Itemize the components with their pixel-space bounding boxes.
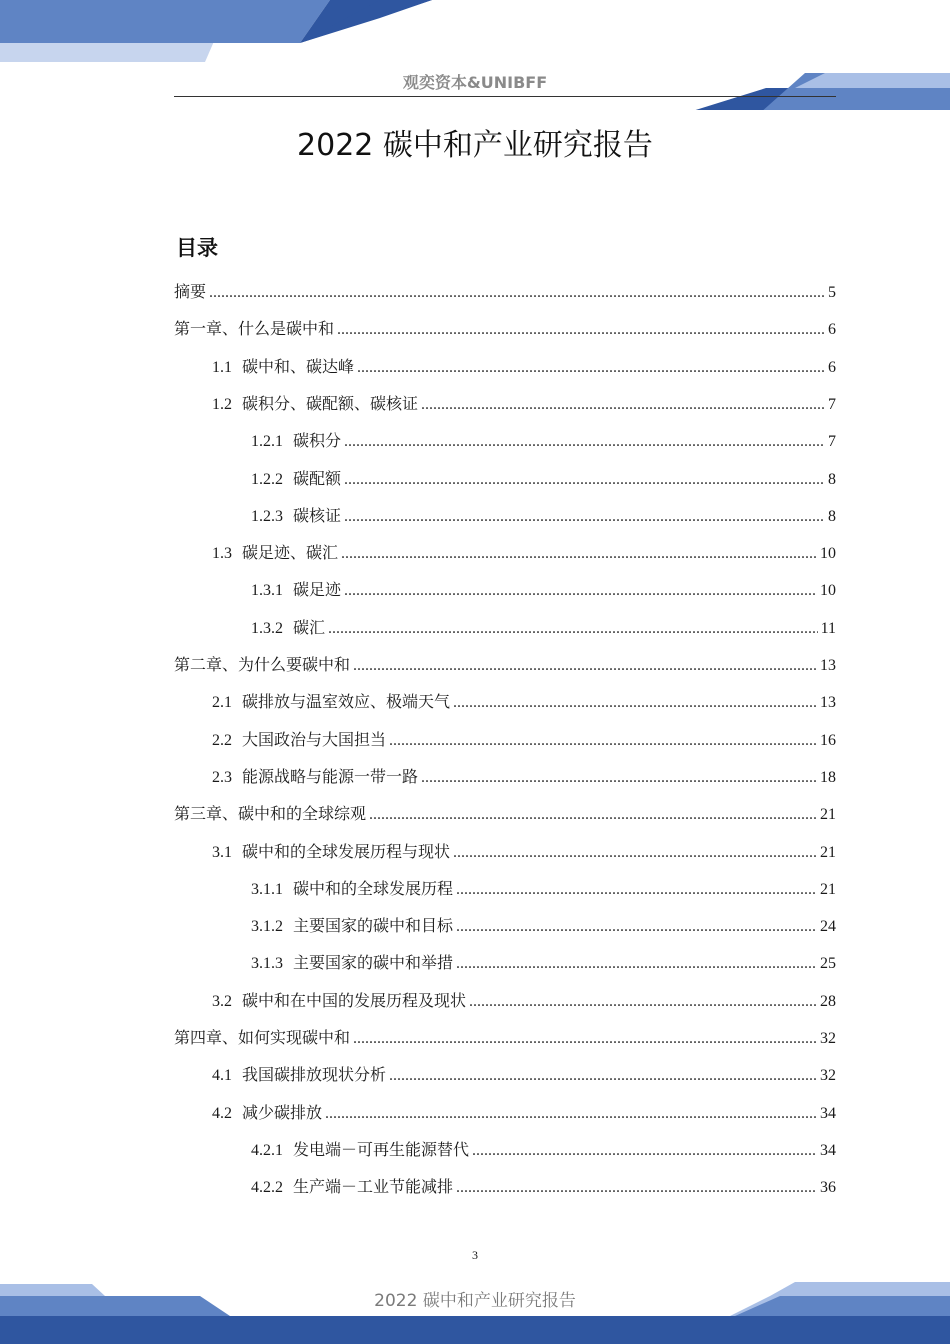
toc-entry-page: 5: [828, 284, 836, 301]
toc-entry[interactable]: [174, 840, 836, 864]
toc-entry-title: 碳积分、碳配额、碳核证: [242, 394, 419, 413]
toc-dot-leader: [369, 803, 817, 827]
toc-dot-leader: [353, 1027, 817, 1051]
footer-title: 2022 碳中和产业研究报告: [374, 1291, 576, 1311]
toc-entry[interactable]: [174, 578, 836, 602]
toc-entry-title: 碳配额: [293, 469, 342, 488]
toc-entry-page: 32: [820, 1030, 836, 1047]
toc-entry-number: 4.2.2: [251, 1179, 283, 1196]
toc-entry-number: 4.2.1: [251, 1142, 283, 1159]
toc-entry-page: 34: [820, 1142, 836, 1159]
toc-entry-number: 1.3.2: [251, 620, 283, 637]
toc-entry-number: 3.1: [212, 844, 232, 861]
toc-dot-leader: [456, 878, 817, 902]
toc-entry[interactable]: [174, 1026, 836, 1050]
toc-dot-leader: [389, 1064, 817, 1088]
toc-entry-page: 32: [820, 1067, 836, 1084]
toc-entry[interactable]: [174, 653, 836, 677]
toc-entry-page: 8: [828, 508, 836, 525]
toc-entry-page: 21: [820, 806, 836, 823]
toc-entry-number: 4.2: [212, 1105, 232, 1122]
toc-entry[interactable]: [174, 504, 836, 528]
toc-dot-leader: [456, 952, 817, 976]
toc-entry-page: 7: [828, 433, 836, 450]
toc-entry-title: 碳足迹、碳汇: [242, 543, 339, 562]
toc-entry[interactable]: [174, 355, 836, 379]
toc-entry-page: 28: [820, 993, 836, 1010]
toc-entry-title: 碳中和的全球发展历程: [293, 879, 454, 898]
toc-entry-title: 我国碳排放现状分析: [242, 1065, 387, 1084]
toc-entry[interactable]: [174, 429, 836, 453]
header-banner-left: [0, 0, 950, 110]
toc-entry-page: 13: [820, 694, 836, 711]
toc-entry-number: 4.1: [212, 1067, 232, 1084]
toc-dot-leader: [421, 766, 817, 790]
toc-dot-leader: [453, 691, 817, 715]
toc-entry[interactable]: [174, 1175, 836, 1199]
toc-entry-page: 21: [820, 844, 836, 861]
toc-entry-title: 碳中和在中国的发展历程及现状: [242, 991, 467, 1010]
toc-dot-leader: [344, 430, 825, 454]
toc-dot-leader: [472, 1139, 817, 1163]
toc-entry-title: 大国政治与大国担当: [242, 730, 387, 749]
toc-entry-number: 1.2: [212, 396, 232, 413]
toc-entry-number: 1.2.3: [251, 508, 283, 525]
toc-entry[interactable]: [174, 467, 836, 491]
toc-entry-number: 3.1.2: [251, 918, 283, 935]
toc-entry-title: 第二章、为什么要碳中和: [174, 655, 351, 674]
toc-entry[interactable]: [174, 951, 836, 975]
toc-dot-leader: [469, 990, 817, 1014]
toc-entry-number: 1.3: [212, 545, 232, 562]
toc-dot-leader: [389, 729, 817, 753]
toc-entry-title: 第三章、碳中和的全球综观: [174, 804, 367, 823]
toc-dot-leader: [325, 1102, 817, 1126]
toc-dot-leader: [453, 841, 817, 865]
toc-entry-number: 3.1.1: [251, 881, 283, 898]
toc-dot-leader: [357, 356, 825, 380]
header-org: 观奕资本&UNIBFF: [402, 73, 548, 92]
toc-heading: 目录: [176, 236, 218, 260]
toc-entry-title: 碳中和、碳达峰: [242, 357, 355, 376]
toc-entry-number: 2.3: [212, 769, 232, 786]
toc-entry-page: 16: [820, 732, 836, 749]
toc-entry-page: 13: [820, 657, 836, 674]
toc-entry[interactable]: [174, 802, 836, 826]
toc-entry[interactable]: [174, 1101, 836, 1125]
toc-entry-page: 6: [828, 321, 836, 338]
toc-dot-leader: [337, 318, 825, 342]
toc-entry[interactable]: [174, 392, 836, 416]
toc-entry-title: 能源战略与能源一带一路: [242, 767, 419, 786]
toc-entry-page: 11: [820, 620, 836, 637]
toc-dot-leader: [344, 579, 817, 603]
toc-dot-leader: [209, 281, 825, 305]
toc-entry[interactable]: [174, 616, 836, 640]
toc-entry-number: 2.2: [212, 732, 232, 749]
toc-entry-page: 6: [828, 359, 836, 376]
toc-entry-page: 34: [820, 1105, 836, 1122]
toc-entry-title: 发电端－可再生能源替代: [293, 1140, 470, 1159]
toc-entry-number: 3.2: [212, 993, 232, 1010]
toc-dot-leader: [344, 505, 825, 529]
toc-entry-number: 3.1.3: [251, 955, 283, 972]
toc-entry[interactable]: [174, 989, 836, 1013]
toc-entry[interactable]: [174, 541, 836, 565]
toc-entry-number: 1.2.2: [251, 471, 283, 488]
toc-entry-title: 主要国家的碳中和目标: [293, 916, 454, 935]
toc-entry[interactable]: [174, 280, 836, 304]
document-title: 2022 碳中和产业研究报告: [297, 128, 653, 163]
toc-entry-title: 碳核证: [293, 506, 342, 525]
toc-entry-number: 1.1: [212, 359, 232, 376]
toc-entry-page: 36: [820, 1179, 836, 1196]
toc-entry-page: 21: [820, 881, 836, 898]
toc-entry-title: 碳排放与温室效应、极端天气: [242, 692, 451, 711]
toc-dot-leader: [328, 617, 818, 641]
toc-entry-title: 第一章、什么是碳中和: [174, 319, 335, 338]
toc-entry-page: 7: [828, 396, 836, 413]
toc-entry-title: 碳足迹: [293, 580, 342, 599]
toc-entry-number: 2.1: [212, 694, 232, 711]
toc-dot-leader: [344, 468, 825, 492]
toc-dot-leader: [456, 1176, 817, 1200]
toc-entry-title: 碳汇: [293, 618, 326, 637]
toc-entry-page: 10: [820, 582, 836, 599]
toc-entry-title: 摘要: [174, 282, 207, 301]
toc-entry[interactable]: [174, 1138, 836, 1162]
page-number: 3: [472, 1248, 478, 1262]
toc-entry-page: 24: [820, 918, 836, 935]
toc-entry-page: 18: [820, 769, 836, 786]
toc-entry[interactable]: [174, 914, 836, 938]
toc-entry-title: 生产端－工业节能减排: [293, 1177, 454, 1196]
toc-entry-number: 1.3.1: [251, 582, 283, 599]
toc-entry-title: 主要国家的碳中和举措: [293, 953, 454, 972]
toc-entry[interactable]: [174, 690, 836, 714]
toc-entry-title: 碳中和的全球发展历程与现状: [242, 842, 451, 861]
toc-entry[interactable]: [174, 765, 836, 789]
toc-entry[interactable]: [174, 728, 836, 752]
toc-entry[interactable]: [174, 877, 836, 901]
toc-dot-leader: [421, 393, 825, 417]
toc-entry-number: 1.2.1: [251, 433, 283, 450]
toc-dot-leader: [341, 542, 817, 566]
toc-entry-page: 25: [820, 955, 836, 972]
toc-entry-page: 8: [828, 471, 836, 488]
toc-entry-page: 10: [820, 545, 836, 562]
toc-entry-title: 碳积分: [293, 431, 342, 450]
toc-dot-leader: [353, 654, 817, 678]
toc-entry-title: 第四章、如何实现碳中和: [174, 1028, 351, 1047]
toc-entry[interactable]: [174, 1063, 836, 1087]
toc-entry[interactable]: [174, 317, 836, 341]
toc-entry-title: 减少碳排放: [242, 1103, 323, 1122]
header-divider: [174, 96, 836, 97]
toc-dot-leader: [456, 915, 817, 939]
